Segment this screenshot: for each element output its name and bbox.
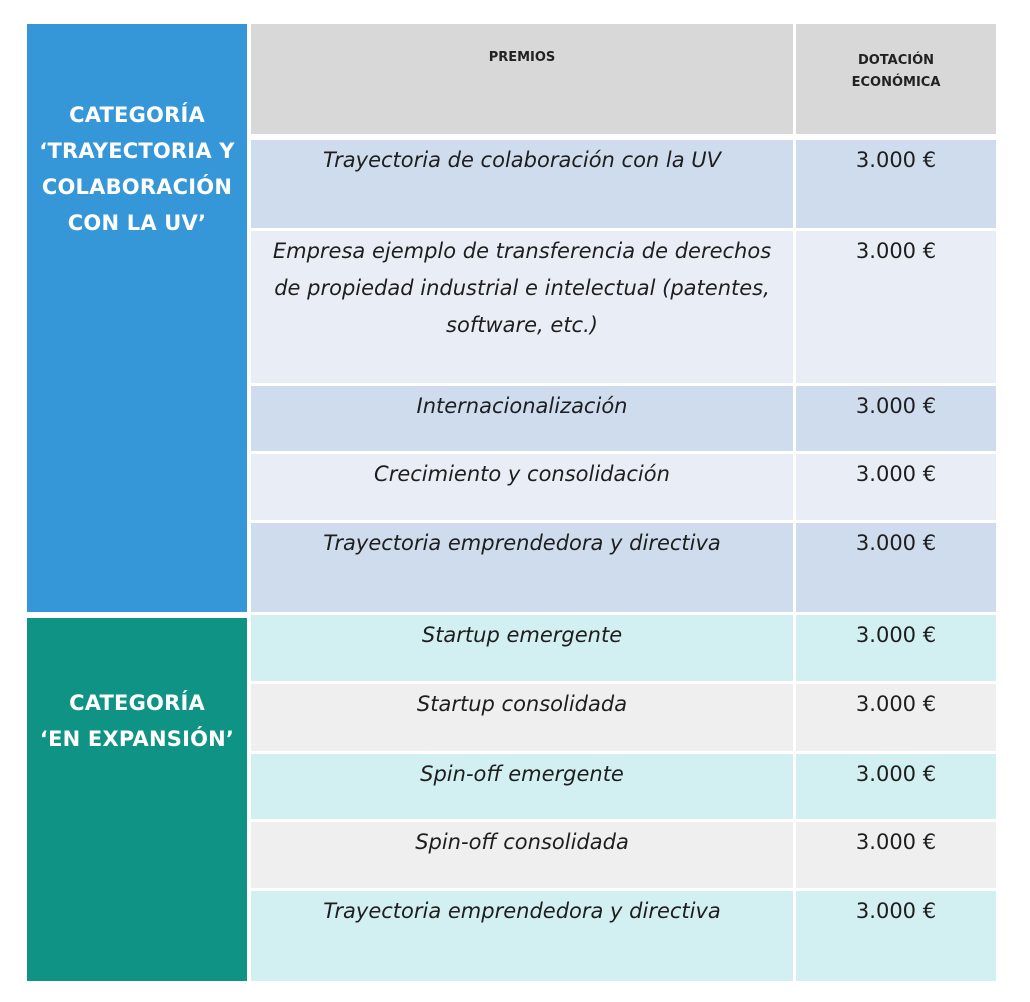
amount-cell: 3.000 € <box>796 684 996 751</box>
amount-cell: 3.000 € <box>796 231 996 383</box>
category-label-line: ‘EN EXPANSIÓN’ <box>39 727 235 751</box>
premio-cell: Crecimiento y consolidación <box>251 454 793 520</box>
category-label-line: CATEGORÍA <box>69 103 205 127</box>
amount-cell: 3.000 € <box>796 140 996 228</box>
amount-cell: 3.000 € <box>796 615 996 681</box>
header-premios <box>251 24 793 134</box>
amount-cell: 3.000 € <box>796 754 996 819</box>
table-row <box>251 454 996 520</box>
premio-cell: Trayectoria emprendedora y directiva <box>251 523 793 612</box>
table-row <box>251 822 996 888</box>
premio-cell: Startup emergente <box>251 615 793 681</box>
premio-cell: Trayectoria de colaboración con la UV <box>251 140 793 228</box>
premio-cell: Spin-off emergente <box>251 754 793 819</box>
table-row <box>251 231 996 383</box>
amount-cell: 3.000 € <box>796 523 996 612</box>
premio-cell: Internacionalización <box>251 386 793 451</box>
category-label-line: ‘TRAYECTORIA Y <box>39 139 235 163</box>
amount-cell: 3.000 € <box>796 822 996 888</box>
premio-cell: Empresa ejemplo de transferencia de derechos de propiedad industrial e intelectual (patentes, software, etc.) <box>251 231 793 383</box>
category-label-line: CON LA UV’ <box>67 211 207 235</box>
premio-cell: Trayectoria emprendedora y directiva <box>251 891 793 981</box>
category-trayectoria <box>27 24 247 612</box>
amount-cell: 3.000 € <box>796 386 996 451</box>
table-row <box>251 754 996 819</box>
table-row <box>251 684 996 751</box>
header-premios-label: PREMIOS <box>488 50 556 65</box>
header-dotacion-line: ECONÓMICA <box>851 75 941 90</box>
category-label-line: CATEGORÍA <box>69 691 205 715</box>
category-expansion <box>27 618 247 981</box>
header-dotacion-line: DOTACIÓN <box>857 53 935 68</box>
amount-cell: 3.000 € <box>796 454 996 520</box>
table-row <box>251 386 996 451</box>
header-dotacion <box>796 24 996 134</box>
premio-cell: Spin-off consolidada <box>251 822 793 888</box>
table-row <box>251 615 996 681</box>
table-row <box>251 523 996 612</box>
category-label-line: COLABORACIÓN <box>41 175 233 199</box>
amount-cell: 3.000 € <box>796 891 996 981</box>
table-row <box>251 140 996 228</box>
premio-cell: Startup consolidada <box>251 684 793 751</box>
table-row <box>251 891 996 981</box>
